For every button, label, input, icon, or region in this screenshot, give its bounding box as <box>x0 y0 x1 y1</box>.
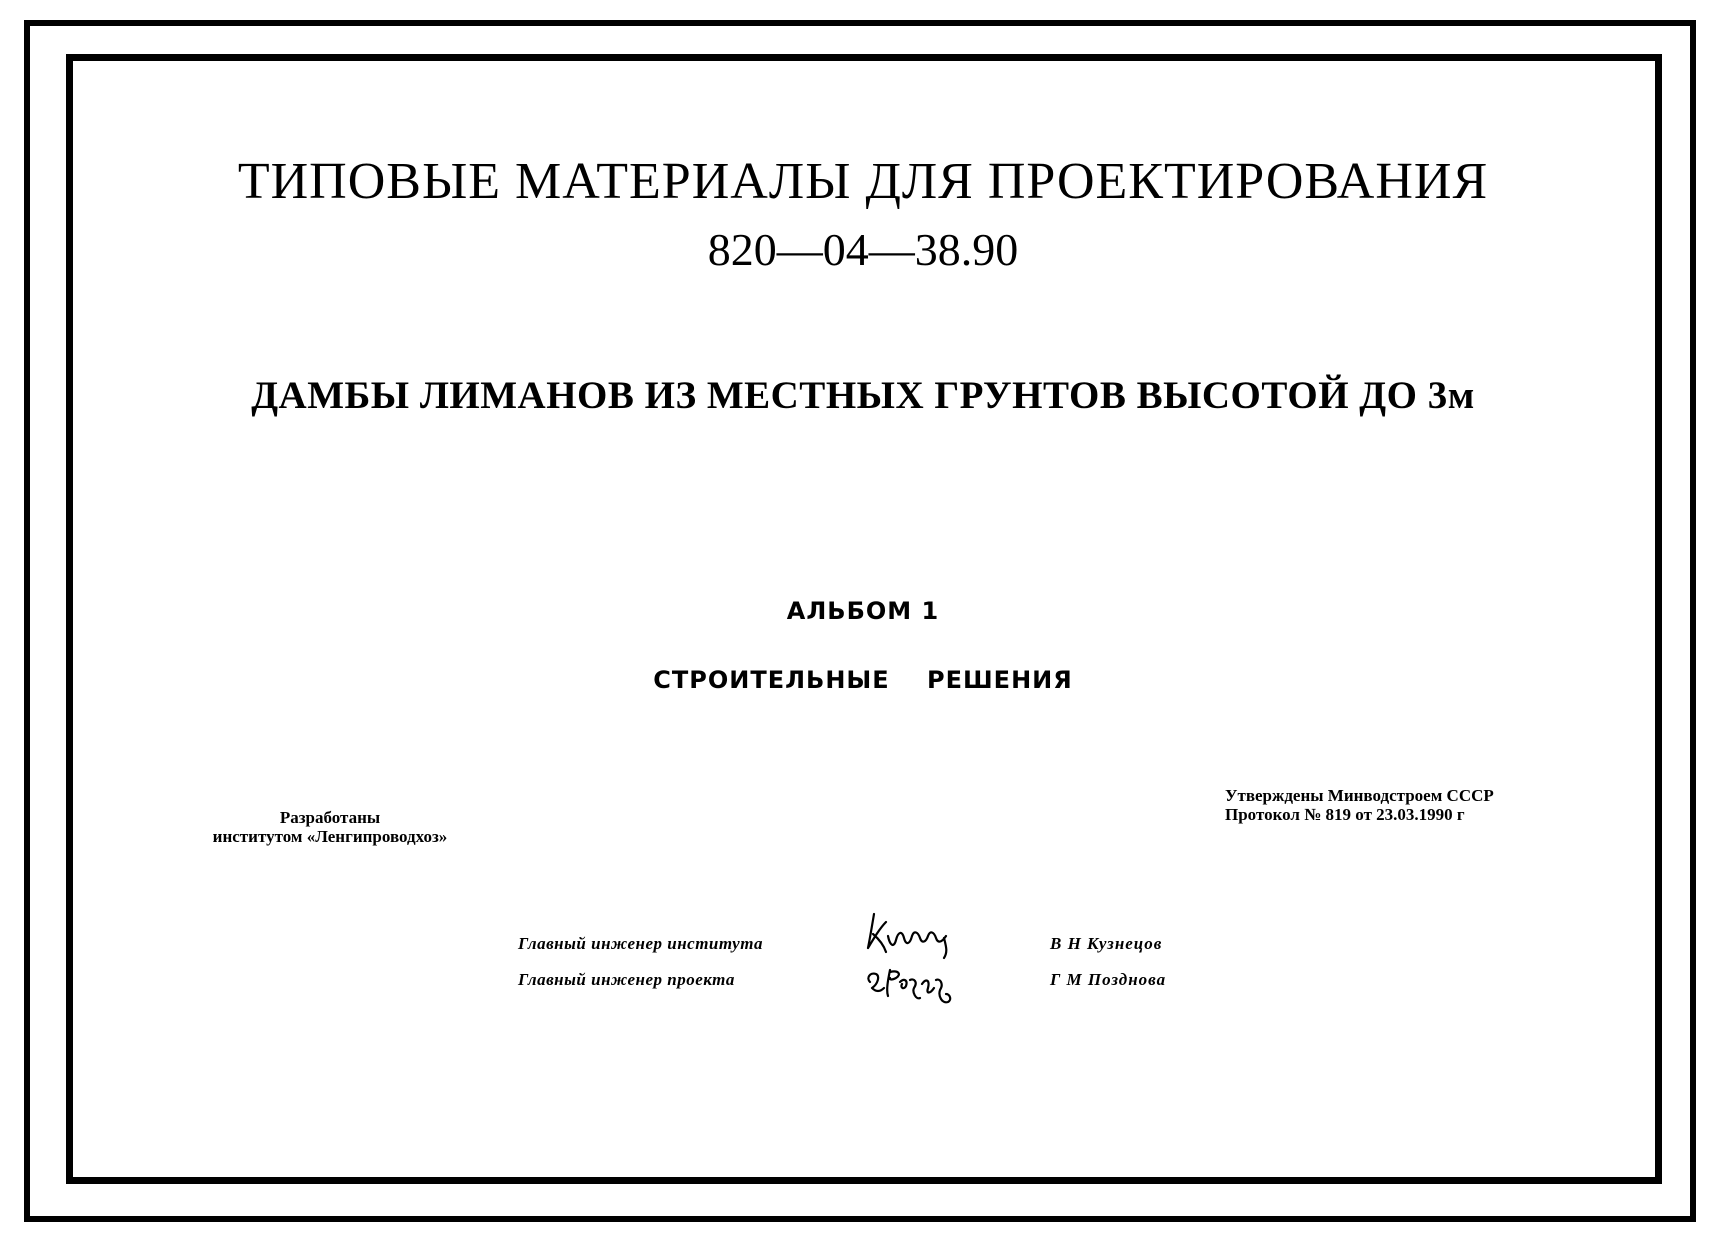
developed-by-line2: институтом «Ленгипроводхоз» <box>212 827 448 846</box>
developed-by-line1: Разработаны <box>279 808 381 827</box>
handwritten-signatures <box>860 908 980 1008</box>
approval-line2: Протокол № 819 от 23.03.1990 г <box>1225 805 1465 824</box>
document-subtitle: ДАМБЫ ЛИМАНОВ ИЗ МЕСТНЫХ ГРУНТОВ ВЫСОТОЙ ДО 3м <box>251 374 1475 417</box>
signatory-role-chief-engineer-project: Главный инженер проекта <box>518 970 735 989</box>
signatory-role-chief-engineer-institute: Главный инженер института <box>518 934 763 953</box>
signature-poznanova <box>868 970 950 1002</box>
developed-by-block <box>180 808 480 846</box>
signatory-name-poznanova: Г М Позднова <box>1050 970 1167 989</box>
signatory-name-kuznetsov: В Н Кузнецов <box>1050 934 1163 953</box>
approval-line1: Утверждены Минводстроем СССР <box>1225 786 1494 805</box>
album-number: АЛЬБОМ 1 <box>786 597 940 625</box>
document-code: 820—04—38.90 <box>707 224 1019 275</box>
section-title: СТРОИТЕЛЬНЫЕ РЕШЕНИЯ <box>653 666 1073 694</box>
approval-block <box>1225 786 1494 824</box>
signature-kuznetsov <box>868 914 946 958</box>
document-title: ТИПОВЫЕ МАТЕРИАЛЫ ДЛЯ ПРОЕКТИРОВАНИЯ <box>237 153 1489 210</box>
